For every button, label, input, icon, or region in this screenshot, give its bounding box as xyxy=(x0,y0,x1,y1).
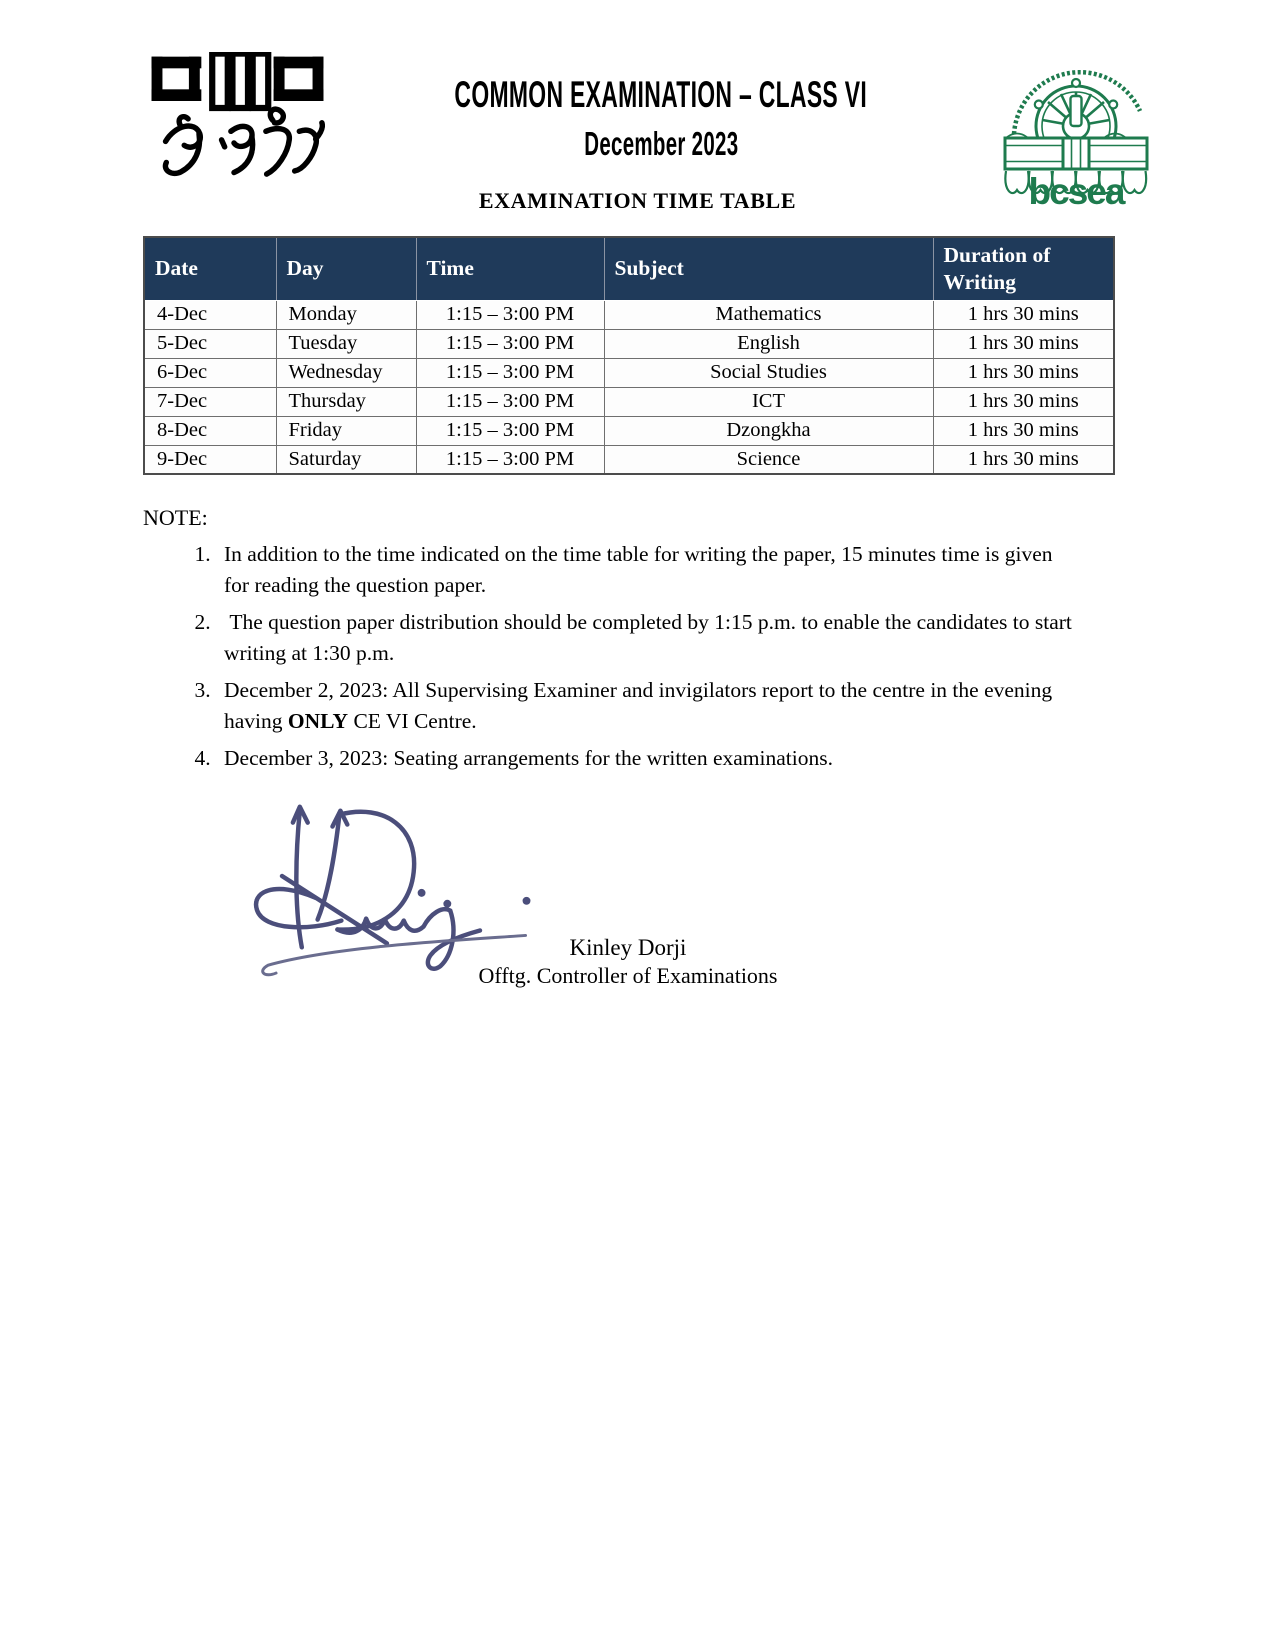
cell-time: 1:15 – 3:00 PM xyxy=(416,387,604,416)
document-subtitle: December 2023 xyxy=(583,125,739,162)
note-item-1 xyxy=(216,539,1073,600)
cell-time: 1:15 – 3:00 PM xyxy=(416,416,604,445)
note-list xyxy=(143,539,1078,774)
cell-time: 1:15 – 3:00 PM xyxy=(416,329,604,358)
bcsea-logo xyxy=(997,38,1155,210)
table-row xyxy=(144,445,1114,474)
note-item-text: The question paper distribution should be completed by 1:15 p.m. to enable the candidates to start writing at 1:30 p.m. xyxy=(224,610,1078,665)
cell-subject: ICT xyxy=(604,387,933,416)
cell-subject: Dzongkha xyxy=(604,416,933,445)
cell-day: Monday xyxy=(276,300,416,329)
table-row xyxy=(144,329,1114,358)
signature-block xyxy=(143,781,1113,989)
cell-time: 1:15 – 3:00 PM xyxy=(416,358,604,387)
cell-subject: English xyxy=(604,329,933,358)
cell-duration: 1 hrs 30 mins xyxy=(933,300,1114,329)
table-row xyxy=(144,416,1114,445)
dzongkha-script xyxy=(165,109,322,174)
col-header-time: Time xyxy=(416,237,604,300)
note-item-text: December 2, 2023: All Supervising Examiner and invigilators report to the centre in the evening having xyxy=(224,678,1058,733)
section-title: EXAMINATION TIME TABLE xyxy=(478,188,797,213)
cell-date: 8-Dec xyxy=(144,416,276,445)
bcsea-wordmark: bcsea xyxy=(1028,171,1124,212)
note-item-text: In addition to the time indicated on the time table for writing the paper, 15 minutes time is given for reading the question paper. xyxy=(224,542,1058,597)
cell-time: 1:15 – 3:00 PM xyxy=(416,300,604,329)
ministry-emblem-icon xyxy=(150,52,325,183)
cell-time: 1:15 – 3:00 PM xyxy=(416,445,604,474)
cell-day: Thursday xyxy=(276,387,416,416)
col-header-date: Date xyxy=(144,237,276,300)
cell-date: 9-Dec xyxy=(144,445,276,474)
table-row xyxy=(144,300,1114,329)
note-item-bold: ONLY xyxy=(287,708,349,733)
document-title: COMMON EXAMINATION – CLASS VI xyxy=(454,74,868,115)
cell-day: Saturday xyxy=(276,445,416,474)
cell-date: 6-Dec xyxy=(144,358,276,387)
note-item-3 xyxy=(216,675,1073,736)
cell-duration: 1 hrs 30 mins xyxy=(933,358,1114,387)
ink-dot xyxy=(523,897,531,905)
table-row xyxy=(144,358,1114,387)
handwritten-signature xyxy=(215,781,545,979)
cell-duration: 1 hrs 30 mins xyxy=(933,329,1114,358)
col-header-subject: Subject xyxy=(604,237,933,300)
table-row xyxy=(144,387,1114,416)
cell-subject: Social Studies xyxy=(604,358,933,387)
cell-day: Wednesday xyxy=(276,358,416,387)
col-header-duration: Duration of Writing xyxy=(933,237,1114,300)
note-label: NOTE: xyxy=(143,505,208,531)
note-item-text: CE VI Centre. xyxy=(348,708,477,733)
cell-date: 4-Dec xyxy=(144,300,276,329)
note-item-2 xyxy=(216,607,1078,668)
cell-duration: 1 hrs 30 mins xyxy=(933,387,1114,416)
cell-subject: Science xyxy=(604,445,933,474)
cell-subject: Mathematics xyxy=(604,300,933,329)
title-block xyxy=(325,74,997,163)
cell-duration: 1 hrs 30 mins xyxy=(933,445,1114,474)
cell-day: Friday xyxy=(276,416,416,445)
cell-day: Tuesday xyxy=(276,329,416,358)
signatory-name: Kinley Dorji xyxy=(569,934,687,960)
cell-date: 5-Dec xyxy=(144,329,276,358)
note-item-text: December 3, 2023: Seating arrangements for the written examinations. xyxy=(224,746,833,771)
table-header-row xyxy=(144,237,1114,300)
note-item-4 xyxy=(216,743,1073,774)
exam-timetable xyxy=(143,236,1115,475)
cell-date: 7-Dec xyxy=(144,387,276,416)
col-header-day: Day xyxy=(276,237,416,300)
signatory-title: Offtg. Controller of Examinations xyxy=(478,962,778,988)
cell-duration: 1 hrs 30 mins xyxy=(933,416,1114,445)
